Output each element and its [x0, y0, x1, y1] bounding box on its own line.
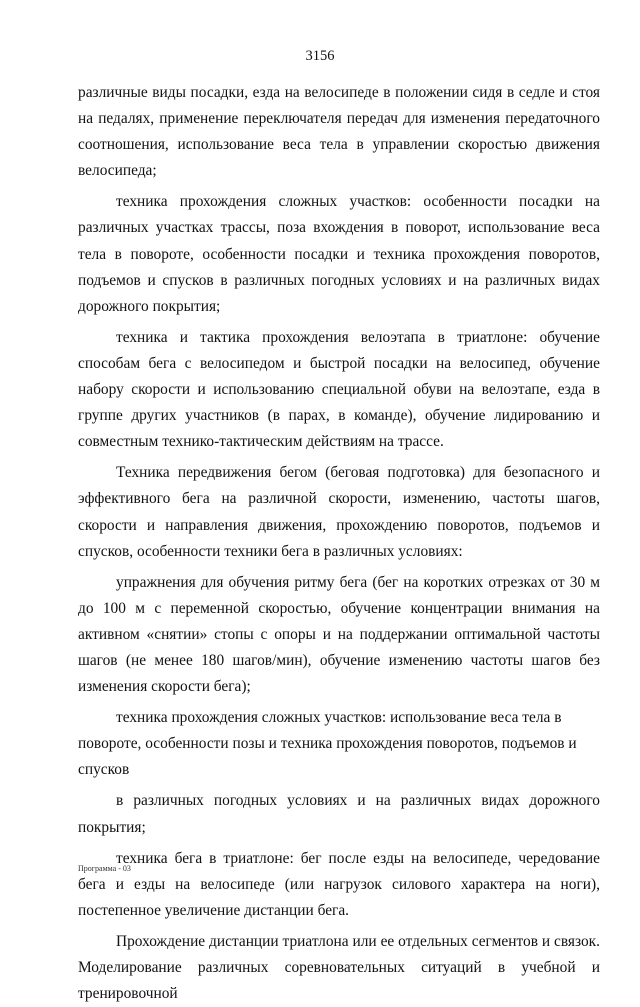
page-number: 3156 [305, 48, 335, 64]
paragraph-running-technique: Техника передвижения бегом (беговая подготовка) для безопасного и эффективного бега на различной скорости, изменению, частоты шагов, скорости и направления движения, прохождению поворотов, подъемов и спусков, особенности техники бега в различных условиях: [78, 464, 600, 560]
paragraph-triathlon-running: техника бега в триатлоне: бег после езды на велосипеде, чередование бега и езды на велосипеде (или нагрузок силового характера на ноги), постепенное увеличение дистанции бега. [78, 849, 600, 919]
paragraph-triathlon-distance: Прохождение дистанции триатлона или ее отдельных сегментов и связок. Моделирование различных соревновательных ситуаций в учебной и тренировочной [78, 932, 600, 1003]
paragraph-cycling-stage-tactics: техника и тактика прохождения велоэтапа в триатлоне: обучение способам бега с велосипедом и быстрой посадки на велосипед, обучение набору скорости и использованию специальной обуви на велоэтапе, езда в группе других участников (в парах, в команде), обучение лидированию и совместным технико-тактическим действиям на трассе. [78, 328, 600, 451]
paragraph-cycling-difficult-sections: техника прохождения сложных участков: особенности посадки на различных участках трассы, поза вхождения в поворот, использование веса тела в повороте, особенности посадки и техника прохождения поворотов, подъемов и спусков в различных погодных условиях и на различных видах дорожного покрытия; [78, 193, 600, 315]
paragraph-weather-conditions: в различных погодных условиях и на различных видах дорожного покрытия; [78, 792, 600, 836]
paragraph-running-difficult-sections: техника прохождения сложных участков: использование веса тела в повороте, особенности позы и техника прохождения поворотов, подъемов и спусков [78, 709, 577, 779]
footer-label: Программа - 03 [78, 864, 131, 873]
paragraph-running-rhythm-exercises: упражнения для обучения ритму бега (бег на коротких отрезках от 30 м до 100 м с переменной скоростью, обучение концентрации внимания на активном «снятии» стопы с опоры и на поддержании оптимальной частоты шагов (не менее 180 шагов/мин), обучение изменению частоты шагов без изменения скорости бега); [78, 573, 600, 696]
paragraph-cycling-positions: различные виды посадки, езда на велосипеде в положении сидя в седле и стоя на педалях, применение переключателя передач для изменения передаточного соотношения, использование веса тела в управлении скоростью движения велосипеда; [78, 84, 600, 180]
document-body [78, 80, 600, 1007]
